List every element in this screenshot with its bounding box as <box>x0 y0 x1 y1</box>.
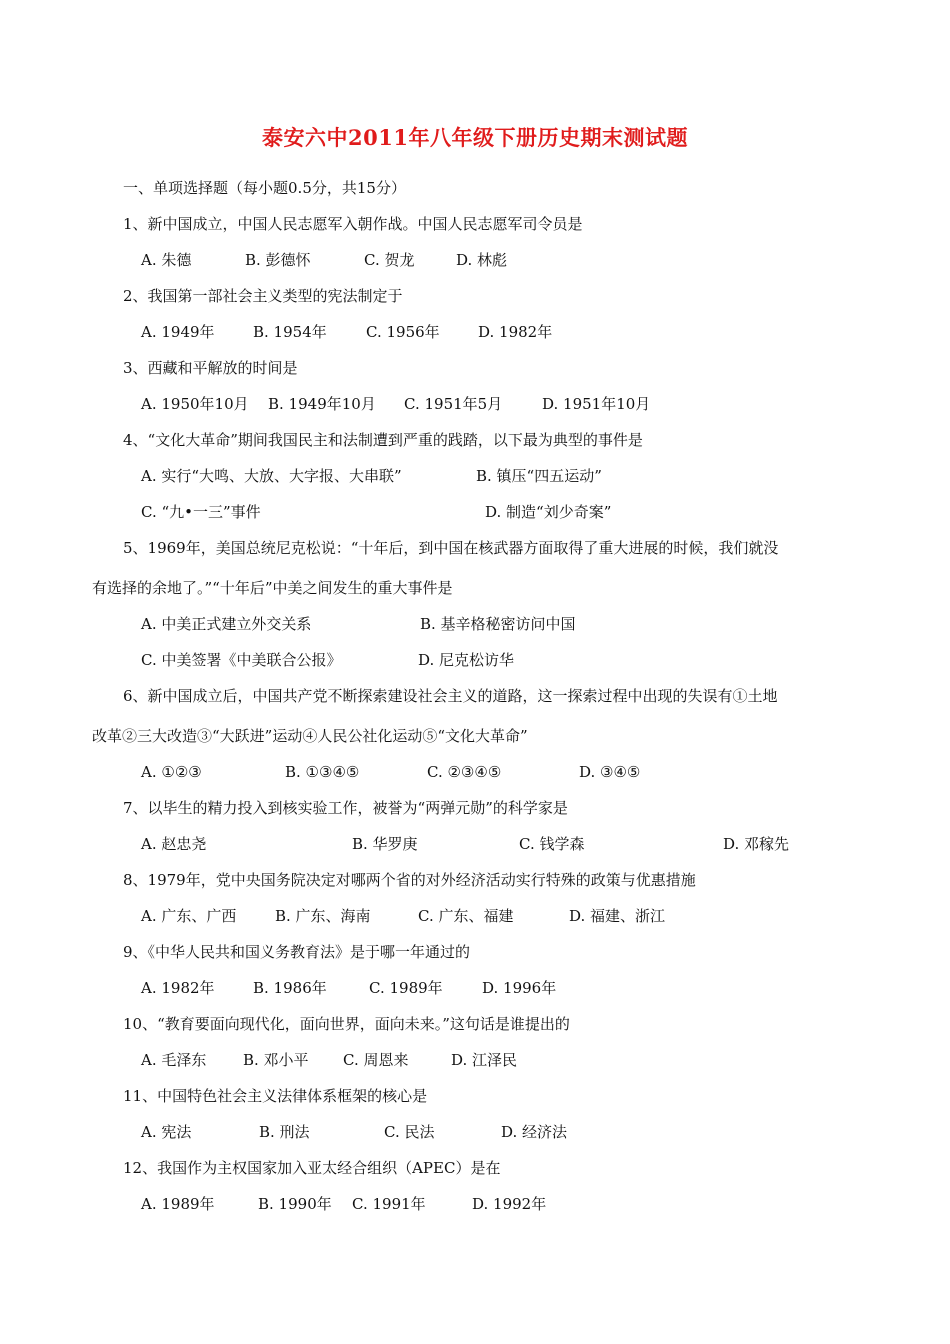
question-8-stem: 8、1979年，党中央国务院决定对哪两个省的对外经济活动实行特殊的政策与优惠措施 <box>123 871 696 889</box>
question-4-option-d: D. 制造“刘少奇案” <box>485 503 612 521</box>
question-11-stem: 11、中国特色社会主义法律体系框架的核心是 <box>123 1087 428 1105</box>
question-7-stem: 7、以毕生的精力投入到核实验工作，被誉为“两弹元勋”的科学家是 <box>123 799 568 817</box>
question-6-option-a: A. ①②③ <box>141 763 202 781</box>
question-11-option-c: C. 民法 <box>384 1123 435 1141</box>
question-3-option-c: C. 1951年5月 <box>404 395 503 413</box>
question-4-stem: 4、“文化大革命”期间我国民主和法制遭到严重的践踏，以下最为典型的事件是 <box>123 431 643 449</box>
question-6-option-d: D. ③④⑤ <box>579 763 641 781</box>
question-10-option-c: C. 周恩来 <box>343 1051 409 1069</box>
question-10-stem: 10、“教育要面向现代化，面向世界，面向未来。”这句话是谁提出的 <box>123 1015 570 1033</box>
question-6-option-b: B. ①③④⑤ <box>285 763 360 781</box>
question-11-option-b: B. 刑法 <box>259 1123 310 1141</box>
question-4-option-a: A. 实行“大鸣、大放、大字报、大串联” <box>141 467 402 485</box>
question-6-stem-line-1: 6、新中国成立后，中国共产党不断探索建设社会主义的道路，这一探索过程中出现的失误有①土地 <box>123 687 778 705</box>
question-3-option-d: D. 1951年10月 <box>542 395 651 413</box>
question-5-option-c: C. 中美签署《中美联合公报》 <box>141 651 342 669</box>
question-9-stem: 9、《中华人民共和国义务教育法》是于哪一年通过的 <box>123 943 471 961</box>
question-2-option-a: A. 1949年 <box>141 323 215 341</box>
question-8-option-b: B. 广东、海南 <box>275 907 371 925</box>
question-3-option-a: A. 1950年10月 <box>141 395 249 413</box>
question-10-option-d: D. 江泽民 <box>451 1051 518 1069</box>
question-8-option-a: A. 广东、广西 <box>141 907 237 925</box>
question-3-stem: 3、西藏和平解放的时间是 <box>123 359 298 377</box>
question-7-option-d: D. 邓稼先 <box>723 835 790 853</box>
question-7-option-c: C. 钱学森 <box>519 835 585 853</box>
question-2-option-c: C. 1956年 <box>366 323 440 341</box>
question-6-option-c: C. ②③④⑤ <box>427 763 502 781</box>
question-12-stem: 12、我国作为主权国家加入亚太经合组织（APEC）是在 <box>123 1159 501 1177</box>
question-10-option-a: A. 毛泽东 <box>141 1051 207 1069</box>
question-7-option-b: B. 华罗庚 <box>352 835 418 853</box>
question-6-stem-line-2: 改革②三大改造③“大跃进”运动④人民公社化运动⑤“文化大革命” <box>92 727 528 745</box>
question-12-option-b: B. 1990年 <box>258 1195 332 1213</box>
question-9-option-a: A. 1982年 <box>141 979 215 997</box>
question-9-option-d: D. 1996年 <box>482 979 557 997</box>
question-4-option-c: C. “九•一三”事件 <box>141 503 261 521</box>
section-heading: 一、单项选择题（每小题0.5分，共15分） <box>123 179 406 197</box>
question-1-option-a: A. 朱德 <box>141 251 192 269</box>
question-5-option-d: D. 尼克松访华 <box>418 651 515 669</box>
question-1-stem: 1、新中国成立，中国人民志愿军入朝作战。中国人民志愿军司令员是 <box>123 215 583 233</box>
question-1-option-d: D. 林彪 <box>456 251 508 269</box>
question-1-option-c: C. 贺龙 <box>364 251 415 269</box>
question-2-option-d: D. 1982年 <box>478 323 553 341</box>
question-2-stem: 2、我国第一部社会主义类型的宪法制定于 <box>123 287 403 305</box>
question-1-option-b: B. 彭德怀 <box>245 251 311 269</box>
question-9-option-c: C. 1989年 <box>369 979 443 997</box>
question-5-stem-line-2: 有选择的余地了。”“十年后”中美之间发生的重大事件是 <box>92 579 453 597</box>
question-4-option-b: B. 镇压“四五运动” <box>476 467 602 485</box>
question-2-option-b: B. 1954年 <box>253 323 327 341</box>
question-10-option-b: B. 邓小平 <box>243 1051 309 1069</box>
question-5-option-b: B. 基辛格秘密访问中国 <box>420 615 576 633</box>
question-7-option-a: A. 赵忠尧 <box>141 835 207 853</box>
question-12-option-a: A. 1989年 <box>141 1195 215 1213</box>
question-12-option-d: D. 1992年 <box>472 1195 547 1213</box>
question-5-option-a: A. 中美正式建立外交关系 <box>141 615 312 633</box>
question-12-option-c: C. 1991年 <box>352 1195 426 1213</box>
question-3-option-b: B. 1949年10月 <box>268 395 376 413</box>
question-11-option-d: D. 经济法 <box>501 1123 568 1141</box>
question-5-stem-line-1: 5、1969年，美国总统尼克松说：“十年后，到中国在核武器方面取得了重大进展的时候，我们就没 <box>123 539 779 557</box>
question-8-option-d: D. 福建、浙江 <box>569 907 666 925</box>
question-9-option-b: B. 1986年 <box>253 979 327 997</box>
page-title: 泰安六中2011年八年级下册历史期末测试题 <box>262 125 688 150</box>
question-11-option-a: A. 宪法 <box>141 1123 192 1141</box>
question-8-option-c: C. 广东、福建 <box>418 907 514 925</box>
